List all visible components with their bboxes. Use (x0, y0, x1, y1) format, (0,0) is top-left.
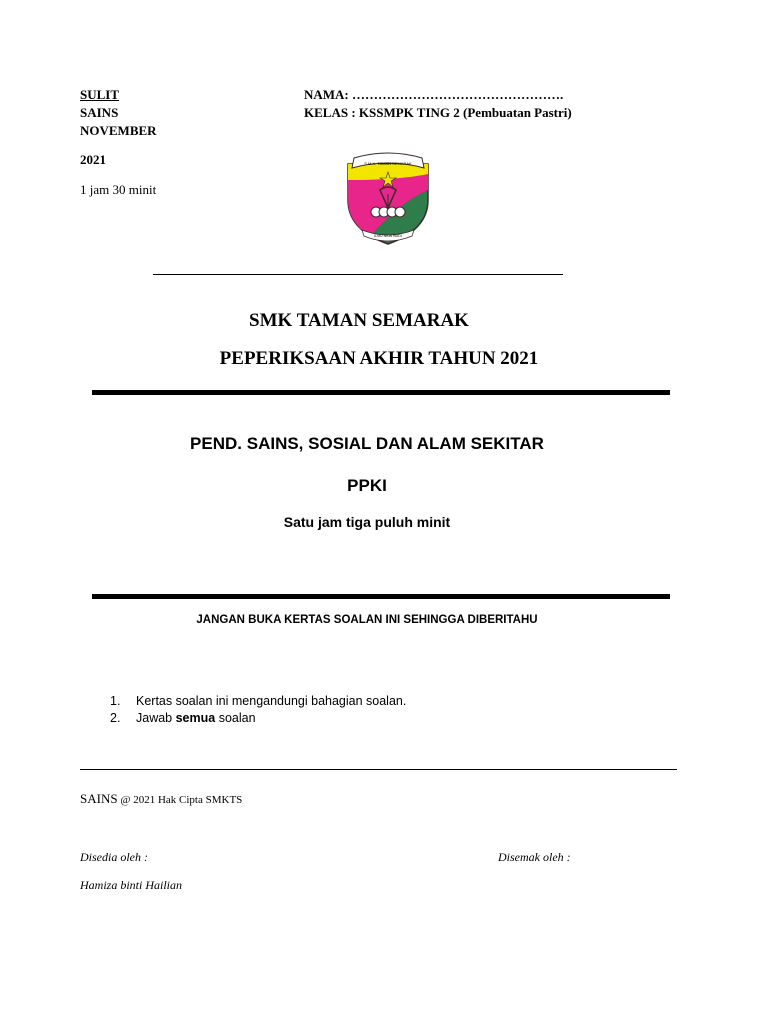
year-label: 2021 (80, 152, 106, 167)
confidential-label: SULIT (80, 87, 120, 102)
program-title: PPKI (347, 476, 387, 495)
instruction-item (110, 694, 406, 708)
subject-full-title: PEND. SAINS, SOSIAL DAN ALAM SEKITAR (190, 434, 544, 453)
prepared-by-label: Disedia oleh : (80, 850, 148, 864)
instruction-item (110, 711, 256, 725)
school-name-title: SMK TAMAN SEMARAK (249, 310, 469, 331)
footer-divider (80, 769, 677, 770)
thick-divider-bottom (92, 594, 670, 599)
name-field: NAMA: …………………………………………. (304, 87, 564, 102)
subject-label: SAINS (80, 105, 119, 120)
instruction-emphasis: semua (175, 711, 216, 725)
month-label: NOVEMBER (80, 123, 157, 138)
exam-title: PEPERIKSAAN AKHIR TAHUN 2021 (219, 348, 539, 369)
instruction-number: 2. (110, 711, 121, 725)
crest-top-text: S.M.K. TAMAN SEMARAK (364, 161, 412, 166)
copyright-subject: SAINS (80, 791, 118, 806)
instruction-text: Jawab (136, 711, 176, 725)
instruction-number: 1. (110, 694, 121, 708)
warning-notice: JANGAN BUKA KERTAS SOALAN INI SEHINGGA DIBERITAHU (196, 614, 538, 626)
instruction-text: Kertas soalan ini mengandungi bahagian soalan. (136, 694, 407, 708)
copyright-line (80, 790, 242, 808)
thick-divider-top (92, 390, 670, 395)
duration-words: Satu jam tiga puluh minit (283, 514, 451, 530)
prepared-by-name: Hamiza binti Hailian (80, 878, 183, 892)
copyright-text: @ 2021 Hak Cipta SMKTS (117, 794, 243, 806)
class-field: KELAS : KSSMPK TING 2 (Pembuatan Pastri) (304, 105, 572, 120)
instruction-text-end: soalan (215, 711, 256, 725)
school-crest-logo (340, 150, 436, 246)
header-divider (153, 274, 563, 275)
checked-by-label: Disemak oleh : (498, 850, 571, 864)
duration-label: 1 jam 30 minit (80, 182, 157, 197)
crest-bottom-text: ILMU NILAI BUDI (374, 234, 402, 238)
